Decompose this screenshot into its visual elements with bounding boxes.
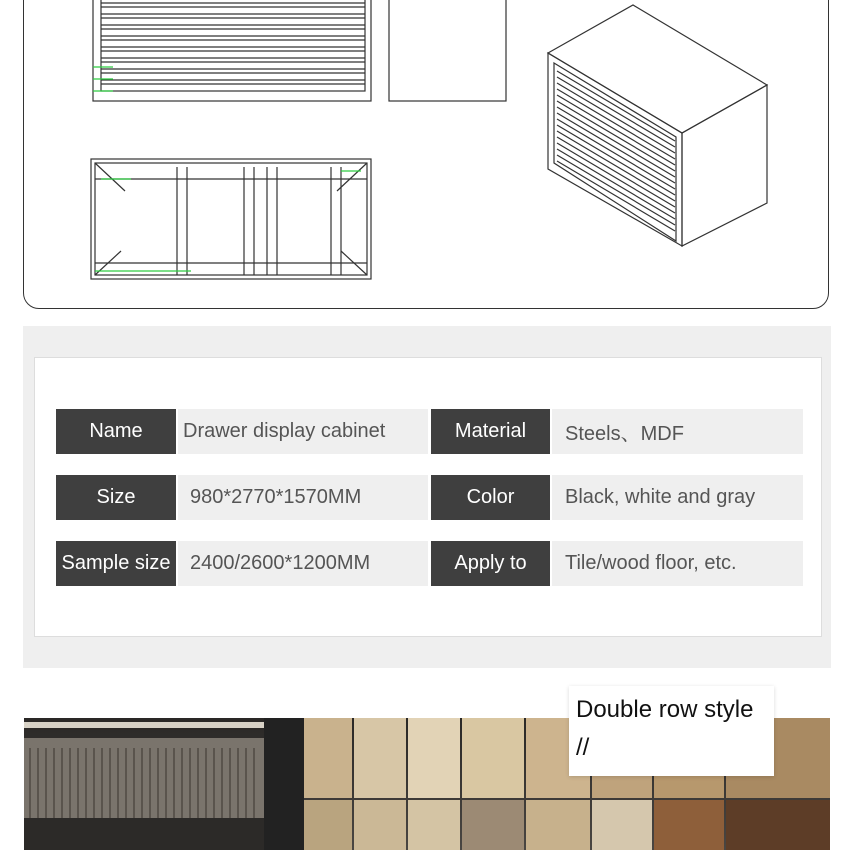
spec-label-apply-to: Apply to bbox=[431, 541, 550, 586]
style-divider-mark: // bbox=[576, 734, 590, 761]
cabinet-drawings bbox=[24, 0, 830, 310]
style-label-card bbox=[569, 686, 774, 776]
spec-value-sample-size: 2400/2600*1200MM bbox=[178, 541, 428, 586]
drawing-panel bbox=[23, 0, 829, 309]
front-elevation-drawing bbox=[93, 0, 371, 101]
plan-frame-drawing bbox=[91, 159, 371, 279]
spec-value-color: Black, white and gray bbox=[552, 475, 803, 520]
spec-label-size: Size bbox=[56, 475, 176, 520]
side-elevation-drawing bbox=[389, 0, 506, 101]
spec-label-name: Name bbox=[56, 409, 176, 454]
isometric-cabinet-drawing bbox=[548, 5, 767, 246]
spec-value-apply-to: Tile/wood floor, etc. bbox=[552, 541, 803, 586]
spec-value-name: Drawer display cabinet bbox=[178, 409, 428, 454]
spec-value-material: Steels、MDF bbox=[552, 409, 803, 454]
spec-label-material: Material bbox=[431, 409, 550, 454]
style-title: Double row style bbox=[576, 696, 754, 723]
spec-label-sample-size: Sample size bbox=[56, 541, 176, 586]
spec-value-size: 980*2770*1570MM bbox=[178, 475, 428, 520]
spec-label-color: Color bbox=[431, 475, 550, 520]
